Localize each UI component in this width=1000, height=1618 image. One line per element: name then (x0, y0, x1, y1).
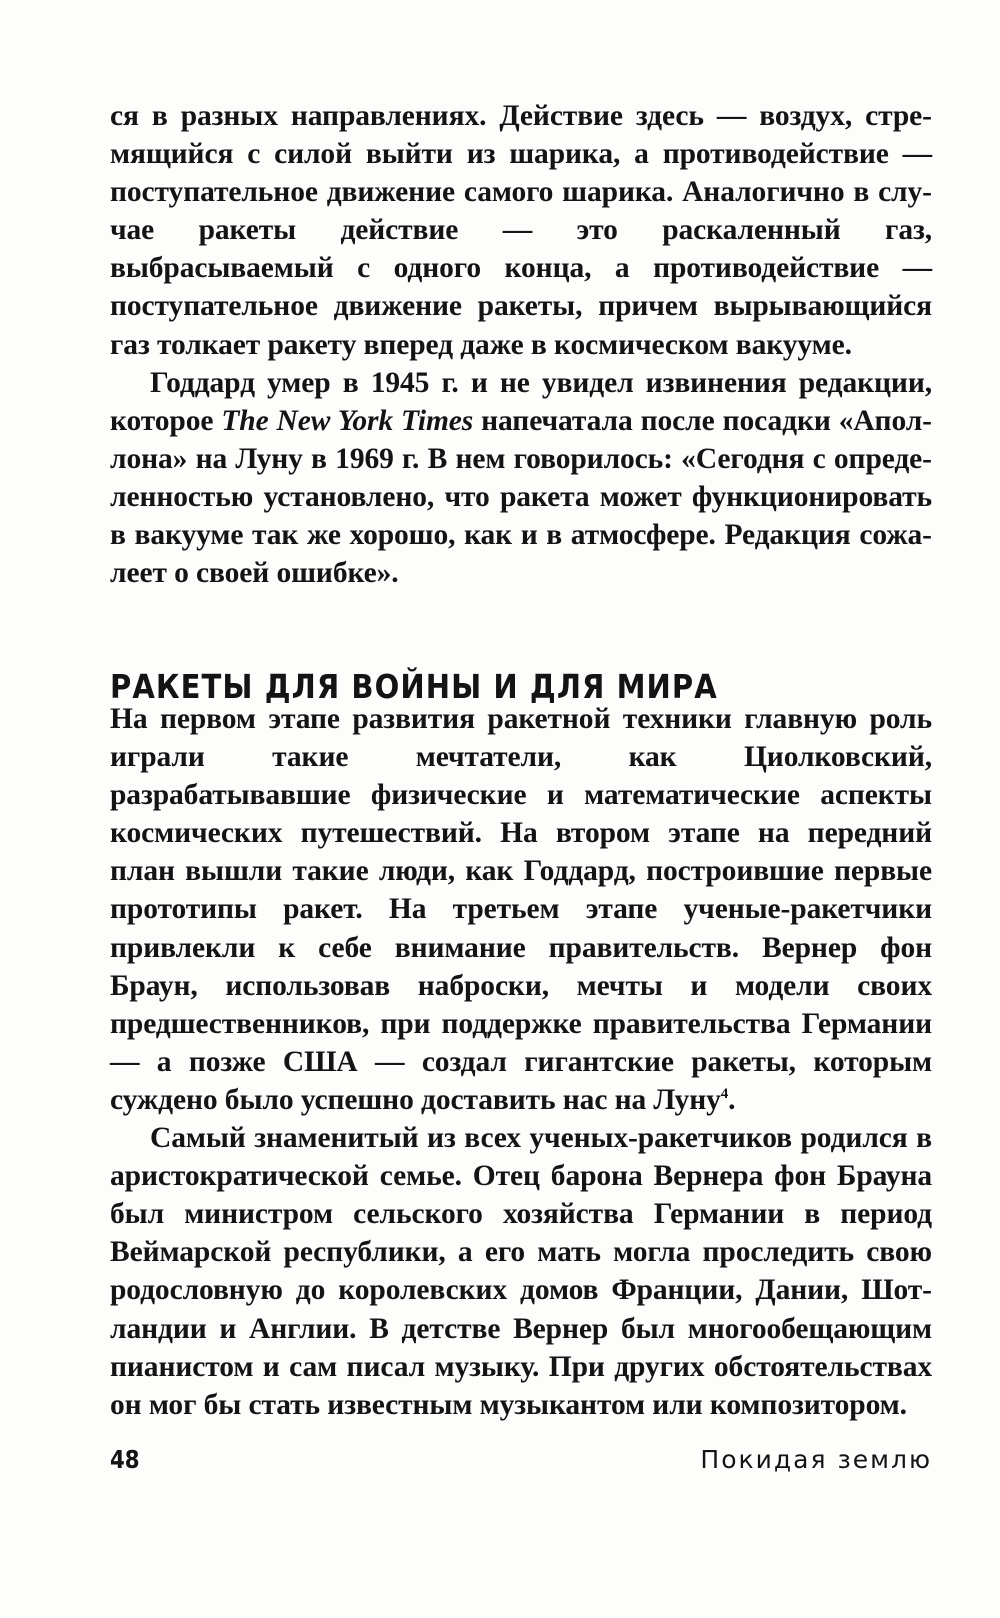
page-number: 48 (110, 1445, 140, 1474)
paragraph-stages (110, 700, 932, 1119)
paragraph-goddard (110, 364, 932, 593)
text-block-section (110, 700, 932, 1424)
paragraph-continuation: ся в разных направлениях. Действие здесь — воздух, стремящийся с силой выйти из шарика, а противодействие — поступательное движение самого шарика. Аналогично в случае ракеты действие — это раскаленный газ, выбрасываемый с одного конца, а противодействие — поступательное движение ракеты, причем вырывающийся газ толкает ракету вперед даже в космическом вакууме. (110, 100, 932, 361)
newspaper-title: The New York Times (221, 404, 474, 437)
section-heading: РАКЕТЫ ДЛЯ ВОЙНЫ И ДЛЯ МИРА (110, 667, 718, 707)
goddard-text-end: напечатала после посадки «Аполлона» на Луну в 1969 г. В нем говорилось: «Сегодня с определенностью установлено, что ракета может функционировать в вакууме так же хорошо, как и в атмосфере. Редакция сожалеет о своей ошибке». (110, 404, 932, 590)
stages-text: На первом этапе развития ракетной техники главную роль играли такие мечтатели, как Циолковский, разрабатывавшие физические и математические аспекты космических путешествий. На втором этапе на передний план вышли такие люди, как Годдард, построившие первые прототипы ракет. На третьем этапе ученые-ракетчики привлекли к себе внимание правительств. Вернер фон Браун, использовав наброски, мечты и модели своих предшественников, при поддержке правительства Германии — а позже США — создал гигантские ракеты, которым суждено было успешно доставить нас на Луну (110, 703, 932, 1116)
footnote-marker: 4 (720, 1086, 729, 1103)
stages-text-end: . (728, 1083, 736, 1116)
goddard-text-start: Годдард умер в 1945 г. и не увидел извинения редакции, которое (110, 366, 932, 437)
page-footer (110, 1440, 932, 1480)
paragraph-von-braun: Самый знаменитый из всех ученых-ракетчиков родился в аристократической семье. Отец барона Вернера фон Брауна был министром сельского хозяйства Германии в период Веймарской республики, а его мать могла проследить свою родословную до королевских домов Франции, Дании, Шотландии и Англии. В детстве Вернер был многообещающим пианистом и сам писал музыку. При других обстоятельствах он мог бы стать известным музыкантом или композитором. (110, 1122, 932, 1421)
running-title: Покидая землю (700, 1445, 932, 1474)
text-block-top (110, 97, 932, 592)
